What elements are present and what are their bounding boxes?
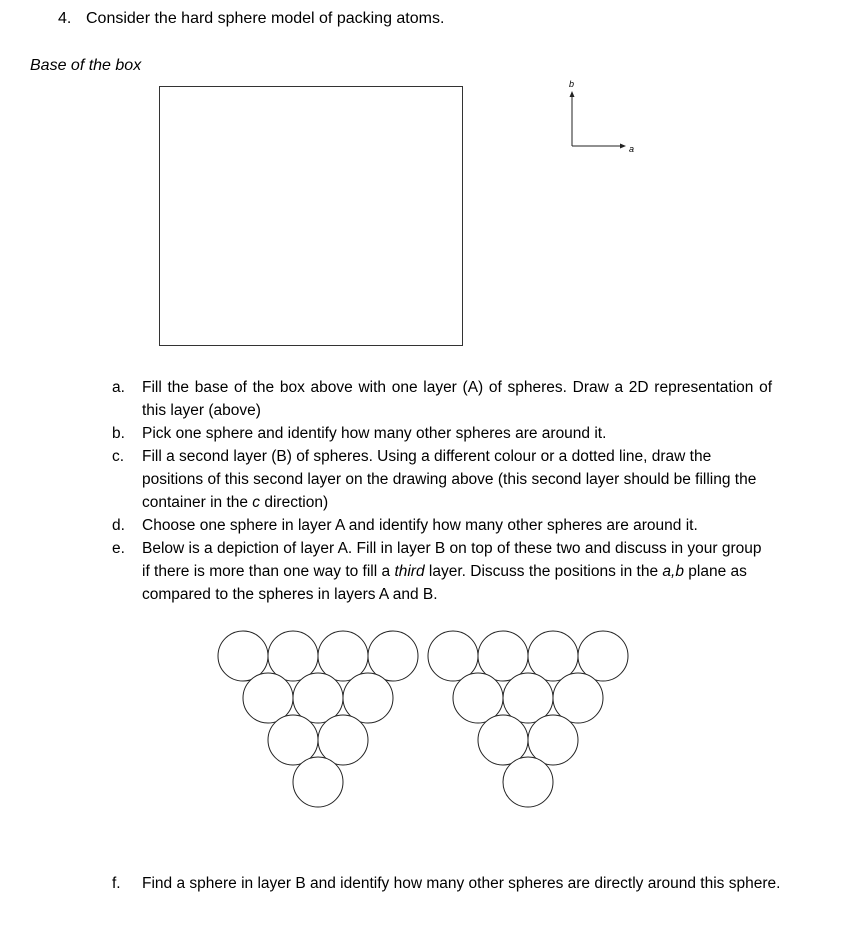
box-label: Base of the box <box>30 57 142 74</box>
part-letter: b. <box>112 425 125 442</box>
sphere <box>318 715 368 765</box>
part-text: direction) <box>260 494 329 511</box>
sphere <box>453 673 503 723</box>
part-text-italic: c <box>252 494 261 511</box>
sphere <box>218 631 268 681</box>
sphere <box>243 673 293 723</box>
part-text: Find a sphere in layer B and identify how many other spheres are directly around this sphere. <box>142 875 781 892</box>
part-letter: e. <box>112 540 125 557</box>
layer-a-spheres-diagram <box>200 620 650 830</box>
b-axis-label: b <box>569 79 575 89</box>
sphere <box>553 673 603 723</box>
part-c <box>112 445 772 514</box>
part-letter: a. <box>112 379 125 396</box>
part-d <box>112 514 772 537</box>
sphere <box>343 673 393 723</box>
sphere <box>478 715 528 765</box>
axes-diagram <box>550 75 650 165</box>
sphere <box>578 631 628 681</box>
part-text: Fill the base of the box above with one layer (A) of spheres. Draw a 2D representation of this layer (above) <box>142 379 772 419</box>
question-number: 4. <box>58 10 72 27</box>
sphere <box>528 715 578 765</box>
sphere <box>318 631 368 681</box>
part-text: layer. Discuss the positions in the <box>424 563 663 580</box>
sphere <box>293 673 343 723</box>
sphere <box>293 757 343 807</box>
part-text: Fill a second layer (B) of spheres. Using a different colour or a dotted line, draw the positions of this second layer on the drawing above (this second layer should be filling the container in the <box>142 448 757 511</box>
sphere <box>368 631 418 681</box>
part-text: Choose one sphere in layer A and identify how many other spheres are around it. <box>142 517 698 534</box>
part-letter: c. <box>112 448 125 465</box>
question-text: Consider the hard sphere model of packing atoms. <box>86 10 445 27</box>
sphere <box>528 631 578 681</box>
question-parts-list <box>112 376 772 606</box>
part-text: Below is a depiction of layer A. Fill in layer B on top of these two and discuss in your group if there is more than one way to fill a <box>142 540 762 580</box>
sphere <box>428 631 478 681</box>
sphere <box>268 631 318 681</box>
part-text: Pick one sphere and identify how many other spheres are around it. <box>142 425 607 442</box>
b-axis-arrow-icon <box>570 91 575 97</box>
part-text-italic: third <box>394 563 425 580</box>
part-e <box>112 537 772 606</box>
part-text: plane as compared to the spheres in layers A and B. <box>142 563 747 603</box>
part-f <box>112 872 792 895</box>
part-letter: f. <box>112 875 121 892</box>
question-title <box>58 10 444 28</box>
part-text-italic: a,b <box>662 563 684 580</box>
sphere <box>478 631 528 681</box>
a-axis-label: a <box>629 144 635 154</box>
part-a <box>112 376 772 422</box>
part-b <box>112 422 772 445</box>
base-of-box-drawing-area <box>159 86 463 346</box>
part-letter: d. <box>112 517 125 534</box>
a-axis-arrow-icon <box>620 144 626 149</box>
sphere <box>503 673 553 723</box>
sphere <box>503 757 553 807</box>
sphere <box>268 715 318 765</box>
